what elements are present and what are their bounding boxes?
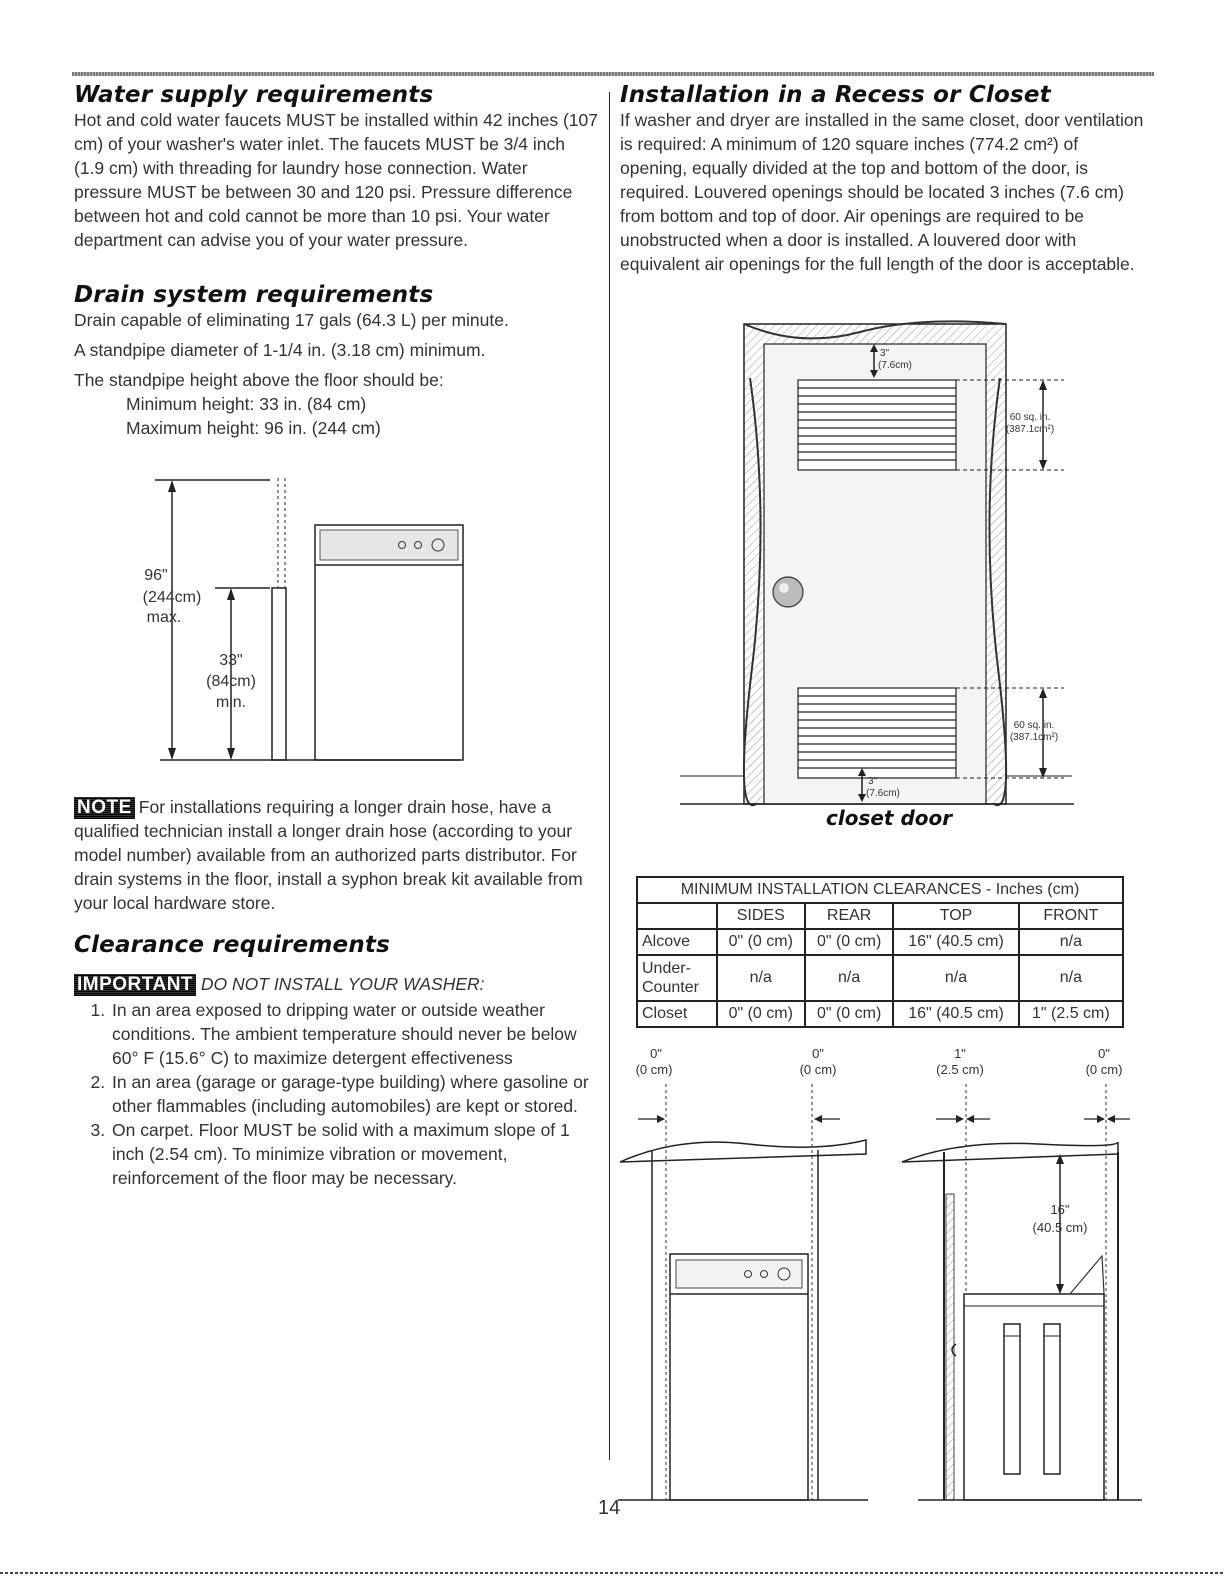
max-height-label-2: (244cm) bbox=[142, 589, 202, 606]
table-cell: n/a bbox=[805, 955, 893, 1001]
table-cell: 0" (0 cm) bbox=[805, 929, 893, 955]
door-bottom-area-2: (387.1cm²) bbox=[1009, 732, 1059, 743]
min-height-label-1: 33" bbox=[219, 652, 243, 669]
important-text: DO NOT INSTALL YOUR WASHER: bbox=[200, 974, 485, 994]
important-line bbox=[74, 974, 599, 996]
table-cell: 0" (0 cm) bbox=[717, 1001, 805, 1027]
water-supply-body: Hot and cold water faucets MUST be installed within 42 inches (107 cm) of your washer's water inlet. The faucets MUST be 3/4 inch (1.9 cm) with threading for laundry hose connection. Water pressure MUST be between 30 and 120 psi. Pressure difference between hot and cold cannot be more than 10 psi. Your water department can advise you of your water pressure. bbox=[74, 110, 598, 250]
table-title: MINIMUM INSTALLATION CLEARANCES - Inches (cm) bbox=[637, 877, 1123, 903]
table-row bbox=[637, 877, 1123, 903]
water-supply-section bbox=[74, 82, 599, 252]
recess-body: If washer and dryer are installed in the same closet, door ventilation is required: A minimum of 120 square inches (774.2 cm²) of opening, equally divided at the top and bottom of the door, is required. Louvered openings should be located 3 inches (7.6 cm) from bottom and top of door. Air openings are required to be unobstructed when a door is installed. A louvered door with equivalent air openings for the full length of the door is acceptable. bbox=[620, 110, 1144, 274]
door-top-gap-2: (7.6cm) bbox=[878, 360, 912, 371]
important-badge: IMPORTANT bbox=[74, 974, 196, 996]
closet-door-diagram bbox=[680, 318, 1080, 808]
clearance-heading: Clearance requirements bbox=[74, 932, 390, 958]
table-row bbox=[637, 1001, 1123, 1027]
table-header-cell: SIDES bbox=[717, 903, 805, 929]
table-row bbox=[637, 903, 1123, 929]
clearance-diagrams bbox=[618, 1044, 1148, 1514]
right-side-clearance-2: (0 cm) bbox=[799, 1062, 837, 1077]
table-cell: 0" (0 cm) bbox=[717, 929, 805, 955]
table-header-cell: TOP bbox=[893, 903, 1018, 929]
drain-system-heading: Drain system requirements bbox=[74, 282, 434, 308]
drain-line-1: Drain capable of eliminating 17 gals (64.3 L) per minute. bbox=[74, 310, 509, 330]
table-header-cell: FRONT bbox=[1019, 903, 1123, 929]
table-cell: n/a bbox=[893, 955, 1018, 1001]
left-side-clearance-1: 0" bbox=[650, 1046, 662, 1061]
drain-system-section bbox=[74, 282, 599, 440]
door-top-area-1: 60 sq. in. bbox=[1009, 412, 1051, 423]
note-paragraph bbox=[74, 795, 599, 915]
right-column bbox=[620, 82, 1150, 276]
table-row bbox=[637, 929, 1123, 955]
door-bottom-area-1: 60 sq. in. bbox=[1013, 720, 1055, 731]
page-number: 14 bbox=[598, 1497, 621, 1519]
note-block bbox=[74, 795, 599, 915]
clearance-table bbox=[636, 876, 1124, 1028]
door-caption: closet door bbox=[826, 806, 953, 830]
table-cell: Alcove bbox=[637, 929, 717, 955]
clearance-section bbox=[74, 932, 599, 1190]
door-top-gap-1: 3" bbox=[880, 348, 890, 359]
recess-heading: Installation in a Recess or Closet bbox=[620, 82, 1051, 108]
rear-clearance-2: (0 cm) bbox=[1085, 1062, 1123, 1077]
list-item: 3. On carpet. Floor MUST be solid with a maximum slope of 1 inch (2.54 cm). To minimize vibration or movement, reinforcement of the floor may be necessary. bbox=[110, 1118, 599, 1190]
top-clearance-1: 16" bbox=[1050, 1202, 1070, 1217]
header-rule bbox=[72, 72, 1154, 76]
drain-min-height: Minimum height: 33 in. (84 cm) bbox=[126, 394, 367, 414]
table-cell: n/a bbox=[1019, 955, 1123, 1001]
drain-line-3: The standpipe height above the floor should be: bbox=[74, 370, 444, 390]
table-cell: 1" (2.5 cm) bbox=[1019, 1001, 1123, 1027]
rear-clearance-1: 0" bbox=[1098, 1046, 1110, 1061]
list-item: 1. In an area exposed to dripping water or outside weather conditions. The ambient temperature should never be below 60° F (15.6° C) to maximize detergent effectiveness bbox=[110, 998, 599, 1070]
door-bottom-gap-1: 3" bbox=[868, 776, 878, 787]
front-clearance-2: (2.5 cm) bbox=[936, 1062, 984, 1077]
table-cell: 0" (0 cm) bbox=[805, 1001, 893, 1027]
left-side-clearance-2: (0 cm) bbox=[635, 1062, 673, 1077]
front-clearance-1: 1" bbox=[954, 1046, 966, 1061]
clearance-list bbox=[74, 998, 599, 1190]
table-cell: 16" (40.5 cm) bbox=[893, 929, 1018, 955]
max-height-label-1: 96" bbox=[144, 567, 168, 584]
table-header-cell bbox=[637, 903, 717, 929]
top-clearance-2: (40.5 cm) bbox=[1032, 1220, 1088, 1235]
footer-rule bbox=[0, 1572, 1225, 1574]
standpipe-height-diagram bbox=[120, 470, 480, 770]
water-supply-heading: Water supply requirements bbox=[74, 82, 434, 108]
min-height-label-2: (84cm) bbox=[206, 673, 256, 690]
note-badge: NOTE bbox=[74, 797, 135, 819]
list-item: 2. In an area (garage or garage-type building) where gasoline or other flammables (including automobiles) are kept or stored. bbox=[110, 1070, 599, 1118]
table-cell: Under- Counter bbox=[637, 955, 717, 1001]
max-height-label-3: max. bbox=[146, 609, 182, 626]
left-column bbox=[74, 82, 599, 440]
table-cell: n/a bbox=[717, 955, 805, 1001]
table-row bbox=[637, 955, 1123, 1001]
drain-line-2: A standpipe diameter of 1-1/4 in. (3.18 cm) minimum. bbox=[74, 340, 486, 360]
table-cell: Closet bbox=[637, 1001, 717, 1027]
min-height-label-3: min. bbox=[215, 694, 247, 711]
door-bottom-gap-2: (7.6cm) bbox=[866, 788, 900, 799]
table-cell: n/a bbox=[1019, 929, 1123, 955]
drain-max-height: Maximum height: 96 in. (244 cm) bbox=[126, 418, 381, 438]
door-top-area-2: (387.1cm²) bbox=[1005, 424, 1055, 435]
table-header-cell: REAR bbox=[805, 903, 893, 929]
right-side-clearance-1: 0" bbox=[812, 1046, 824, 1061]
table-cell: 16" (40.5 cm) bbox=[893, 1001, 1018, 1027]
column-divider bbox=[609, 92, 610, 1460]
note-text: For installations requiring a longer drain hose, have a qualified technician install a longer drain hose (according to your model number) available from an authorized parts distributor. For drain systems in the floor, install a syphon break kit available from your local hardware store. bbox=[74, 797, 583, 913]
